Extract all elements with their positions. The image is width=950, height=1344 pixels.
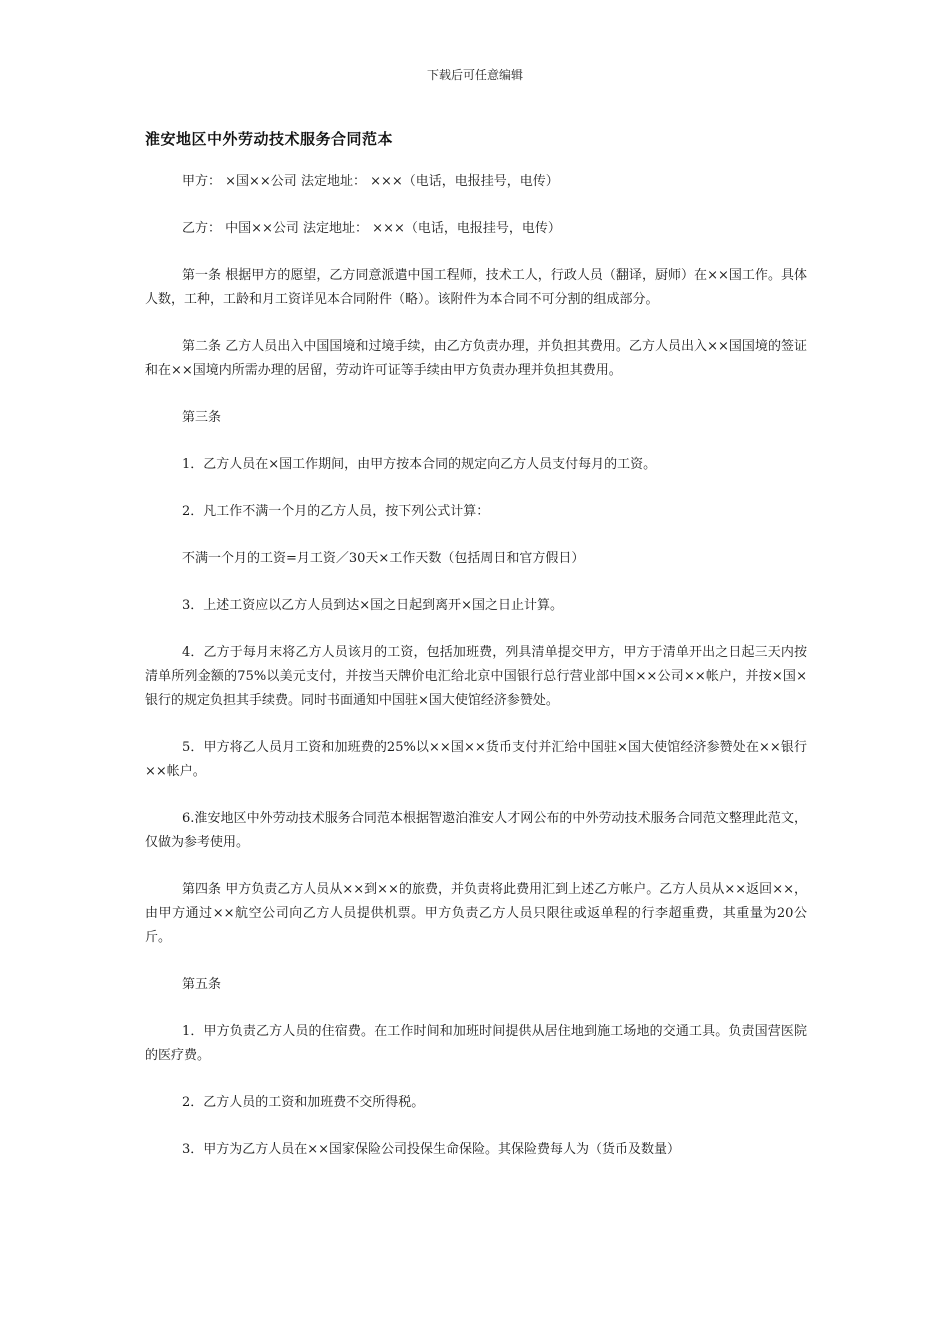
party-a-line: 甲方： ×国××公司 法定地址： ×××（电话，电报挂号，电传）	[182, 174, 559, 189]
article-5-item-3: 3．甲方为乙方人员在××国家保险公司投保生命保险。其保险费每人为（货币及数量）	[182, 1142, 681, 1157]
article-5-item-2: 2．乙方人员的工资和加班费不交所得税。	[182, 1095, 425, 1110]
header-note: 下载后可任意编辑	[426, 68, 523, 82]
article-5-item-1: 1．甲方负责乙方人员的住宿费。在工作时间和加班时间提供从居住地到施工场地的交通工具。负责国营医院的医疗费。	[145, 1024, 807, 1063]
article-2: 第二条 乙方人员出入中国国境和过境手续，由乙方负责办理，并负担其费用。乙方人员出入××国国境的签证和在××国境内所需办理的居留，劳动许可证等手续由甲方负责办理并负担其费用。	[145, 339, 807, 378]
article-3-heading: 第三条	[182, 410, 222, 425]
document-title: 淮安地区中外劳动技术服务合同范本	[145, 130, 394, 148]
article-3-item-2: 2．凡工作不满一个月的乙方人员，按下列公式计算：	[182, 504, 490, 519]
article-3-item-4: 4．乙方于每月末将乙方人员该月的工资，包括加班费，列具清单提交甲方，甲方于清单开出之日起三天内按清单所列金额的75%以美元支付，并按当天牌价电汇给北京中国银行总行营业部中国××公司××帐户，并按×国×银行的规定负担其手续费。同时书面通知中国驻×国大使馆经济参赞处。	[145, 645, 807, 708]
party-b-line: 乙方： 中国××公司 法定地址： ×××（电话，电报挂号，电传）	[182, 221, 561, 236]
article-3-item-6: 6.淮安地区中外劳动技术服务合同范本根据智遨泊淮安人才网公布的中外劳动技术服务合同范文整理此范文，仅做为参考使用。	[145, 811, 807, 850]
wage-formula: 不满一个月的工资=月工资／30天×工作天数（包括周日和官方假日）	[182, 551, 585, 566]
article-1: 第一条 根据甲方的愿望，乙方同意派遣中国工程师，技术工人，行政人员（翻译，厨师）在××国工作。具体人数，工种，工龄和月工资详见本合同附件（略）。该附件为本合同不可分割的组成部分。	[145, 268, 807, 307]
document-body	[145, 170, 807, 1185]
article-3-item-1: 1．乙方人员在×国工作期间，由甲方按本合同的规定向乙方人员支付每月的工资。	[182, 457, 657, 472]
article-5-heading: 第五条	[182, 977, 222, 992]
article-3-item-5: 5．甲方将乙人员月工资和加班费的25%以××国××货币支付并汇给中国驻×国大使馆经济参赞处在××银行××帐户。	[145, 740, 807, 779]
article-4: 第四条 甲方负责乙方人员从××到××的旅费，并负责将此费用汇到上述乙方帐户。乙方人员从××返回××，由甲方通过××航空公司向乙方人员提供机票。甲方负责乙方人员只限往或返单程的行李超重费，其重量为20公斤。	[145, 882, 807, 945]
article-3-item-3: 3．上述工资应以乙方人员到达×国之日起到离开×国之日止计算。	[182, 598, 564, 613]
